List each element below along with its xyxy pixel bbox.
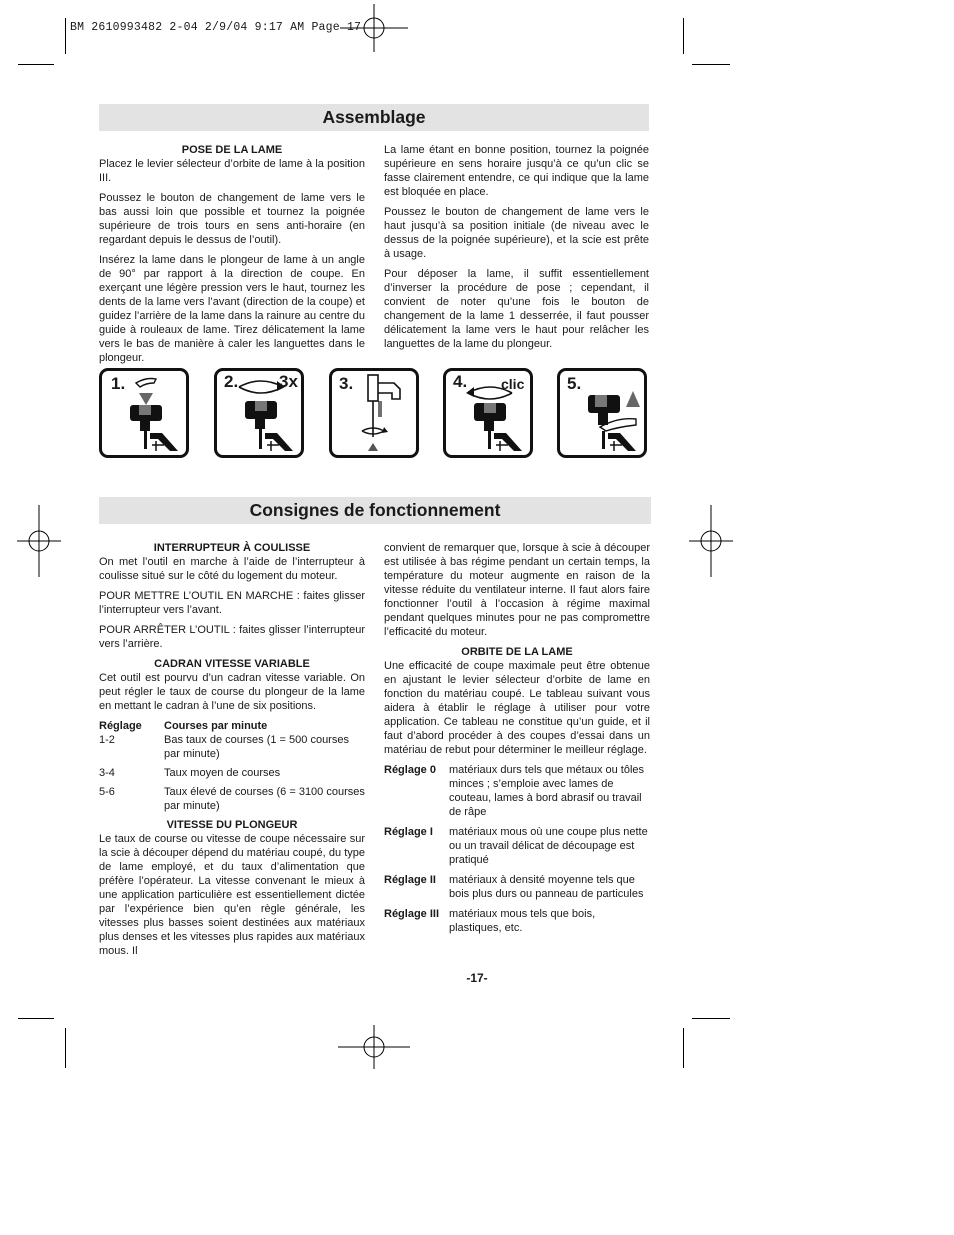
step-2-illustration	[214, 368, 304, 458]
step-number: 4.	[453, 372, 468, 391]
table-row	[384, 825, 650, 873]
table-row	[99, 733, 365, 766]
click-label: clic	[501, 376, 525, 392]
heading-interrupteur: INTERRUPTEUR À COULISSE	[153, 542, 311, 554]
paragraph: Insérez la lame dans le plongeur de lame à un angle de 90° par rapport à la direction de coupe. En exerçant une légère pression vers le haut, tournez les dents de la lame vers l’avant (direction de la coupe) et guidez l’arrière de la lame dans la rainure au centre du guide à rouleaux de lame. Tirez délicatement la lame vers le bas de manière à caler les languettes dans le plongeur.	[99, 254, 365, 364]
print-slug: BM 2610993482 2-04 2/9/04 9:17 AM Page 17	[70, 21, 362, 34]
paragraph: POUR METTRE L’OUTIL EN MARCHE : faites glisser l’interrupteur vers l’avant.	[99, 590, 365, 616]
setting-value: 1-2	[99, 734, 115, 746]
heading-pose-de-la-lame: POSE DE LA LAME	[181, 144, 283, 156]
paragraph: Poussez le bouton de changement de lame vers le haut jusqu’à sa position initiale (de niveau avec le dessus de la poignée supérieure), et la scie est prête à usage.	[384, 206, 649, 260]
consignes-left-column	[99, 541, 365, 964]
table-row	[384, 907, 650, 941]
orbit-description: matériaux mous tels que bois, plastiques, etc.	[449, 908, 596, 934]
heading-vitesse-plongeur: VITESSE DU PLONGEUR	[166, 819, 298, 831]
heading-orbite: ORBITE DE LA LAME	[461, 646, 573, 658]
orbit-setting: Réglage I	[384, 826, 433, 838]
orbit-settings-table	[384, 763, 650, 941]
paragraph: POUR ARRÊTER L’OUTIL : faites glisser l’interrupteur vers l’arrière.	[99, 624, 365, 650]
table-row	[384, 873, 650, 907]
paragraph: Placez le levier sélecteur d’orbite de lame à la position III.	[99, 158, 365, 184]
paragraph: Cet outil est pourvu d’un cadran vitesse variable. On peut régler le taux de course du plongeur de la lame en mettant le cadran à l’une de six positions.	[99, 672, 365, 712]
orbit-description: matériaux durs tels que métaux ou tôles minces ; s’emploie avec lames de couteau, lames à bord abrasif ou travail de râpe	[449, 764, 645, 818]
paragraph: On met l’outil en marche à l’aide de l’interrupteur à coulisse situé sur le côté du logement du moteur.	[99, 556, 365, 582]
rotation-count: 3x	[279, 372, 298, 391]
paragraph: Le taux de course ou vitesse de coupe nécessaire sur la scie à découper dépend du matériau coupé, du type de lame employé, et du taux d’alimentation que préfère l’opérateur. La vitesse convenant le mieux à une application particulière est essentiellement dictée par l’expérience bien qu’en règle générale, les vitesses plus basses soient destinées aux matériaux plus denses et les vitesses plus rapides aux matériaux mous. Il	[99, 833, 365, 957]
setting-value: 5-6	[99, 786, 115, 798]
step-number: 1.	[111, 374, 126, 393]
consignes-right-column	[384, 541, 650, 941]
table-header: Réglage	[99, 720, 142, 732]
heading-cadran-vitesse: CADRAN VITESSE VARIABLE	[154, 658, 310, 670]
table-row	[99, 766, 365, 785]
orbit-setting: Réglage II	[384, 874, 436, 886]
section-title-assemblage: Assemblage	[99, 104, 649, 131]
step-number: 5.	[567, 374, 582, 393]
step-3-illustration	[329, 368, 419, 458]
table-row	[99, 785, 365, 818]
orbit-setting: Réglage 0	[384, 764, 436, 776]
table-header: Courses par minute	[164, 720, 268, 732]
step-number: 2.	[224, 372, 239, 391]
setting-description: Taux moyen de courses	[164, 767, 281, 779]
paragraph: convient de remarquer que, lorsque à scie à découper est utilisée à bas régime pendant un certain temps, la température du moteur augmente en raison de la vitesse réduite du ventilateur interne. Il faut alors faire fonctionner l’outil à l’occasion à régime maximal pendant quelques minutes pour ne pas compromettre l’efficacité du moteur.	[384, 542, 650, 638]
paragraph: Poussez le bouton de changement de lame vers le bas aussi loin que possible et tournez la poignée supérieure de trois tours en sens anti-horaire (en regardant depuis le dessus de l’outil).	[99, 192, 365, 246]
orbit-description: matériaux à densité moyenne tels que bois plus durs ou panneau de particules	[449, 874, 644, 900]
orbit-description: matériaux mous où une coupe plus nette ou un travail délicat de découpage est pratiqué	[449, 826, 648, 866]
step-4-illustration	[443, 368, 533, 458]
paragraph: Une efficacité de coupe maximale peut être obtenue en ajustant le levier sélecteur d’orbite de lame en fonction du matériau coupé. Le tableau suivant vous aidera à établir le réglage à utiliser pour votre application. Ce tableau ne constitue qu’un guide, et il faut d’abord procéder à des coupes d’essai dans un matériau de rebut pour déterminer le meilleur réglage.	[384, 660, 650, 756]
table-row	[384, 763, 650, 825]
setting-value: 3-4	[99, 767, 115, 779]
assemblage-left-column	[99, 143, 365, 371]
paragraph: Pour déposer la lame, il suffit essentiellement d’inverser la procédure de pose ; cependant, il convient de noter qu’une fois le bouton de changement de la lame 1 desserrée, il faut pousser délicatement la lame vers le haut pour relâcher les languettes de la lame du plongeur.	[384, 268, 649, 350]
speed-settings-table	[99, 719, 365, 818]
assemblage-right-column	[384, 143, 649, 357]
setting-description: Taux élevé de courses (6 = 3100 courses par minute)	[164, 786, 365, 812]
orbit-setting: Réglage III	[384, 908, 440, 920]
step-number: 3.	[339, 374, 354, 393]
setting-description: Bas taux de courses (1 = 500 courses par minute)	[164, 734, 349, 760]
section-title-consignes: Consignes de fonctionnement	[99, 497, 651, 524]
paragraph: La lame étant en bonne position, tournez la poignée supérieure en sens horaire jusqu’à ce qu’un clic se fasse clairement entendre, ce qui indique que la lame est bloquée en place.	[384, 144, 649, 198]
table-header-row	[99, 719, 365, 733]
page-number: -17-	[466, 971, 488, 985]
step-1-illustration	[99, 368, 189, 458]
step-5-illustration	[557, 368, 647, 458]
